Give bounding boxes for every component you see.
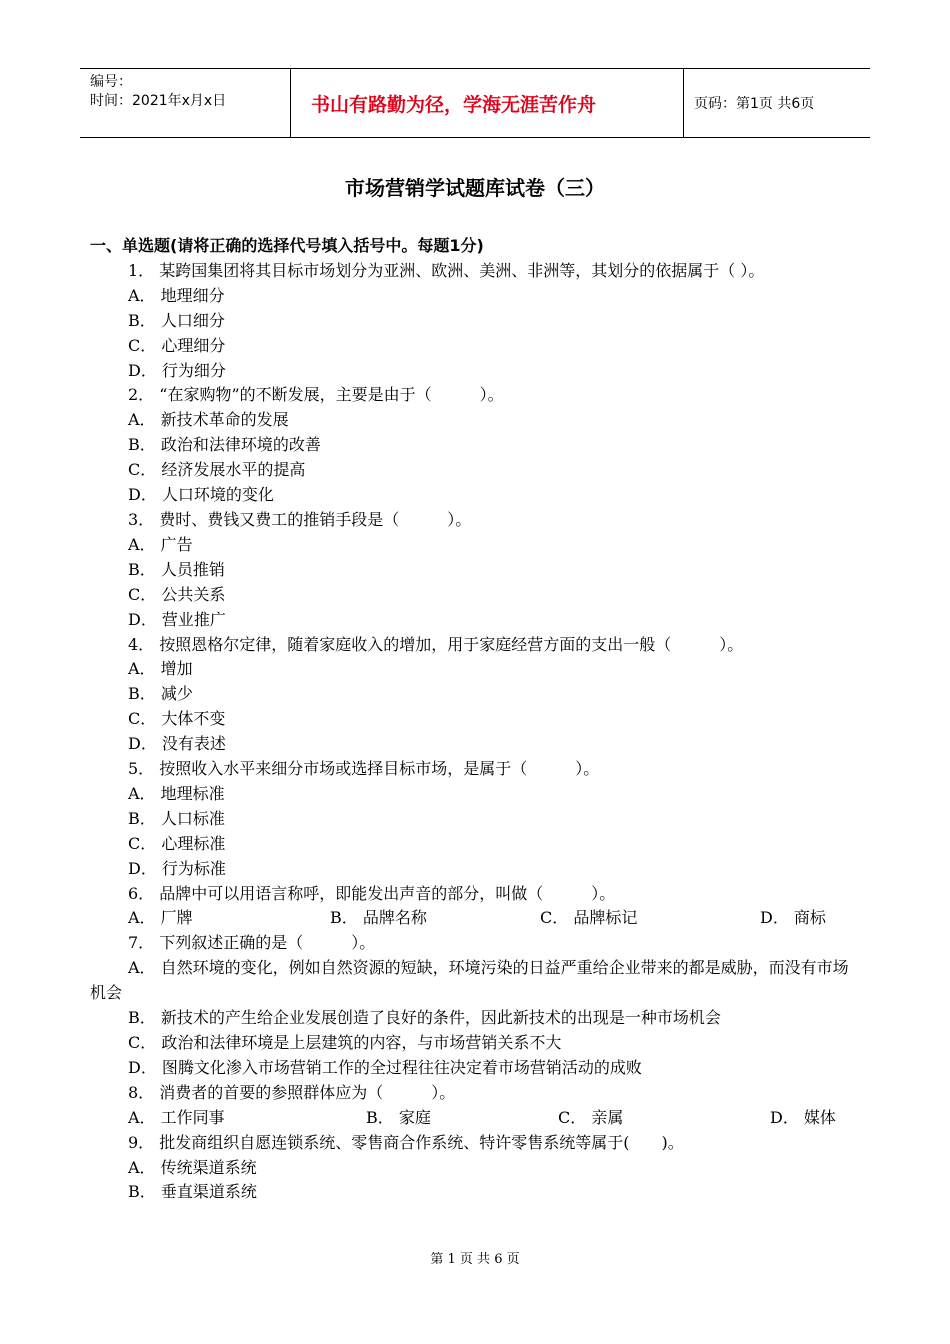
q2-option-d: D． 人口环境的变化 [128, 485, 274, 505]
q3-option-c: C． 公共关系 [128, 584, 226, 604]
q4-option-b: B． 减少 [128, 684, 193, 704]
q2-option-a: A． 新技术革命的发展 [128, 410, 289, 430]
q6-option-d: D． 商标 [760, 908, 826, 928]
q6-option-a: A． 厂牌 [128, 908, 193, 928]
q2-option-c: C． 经济发展水平的提高 [128, 460, 306, 480]
q1-option-a: A． 地理细分 [128, 285, 225, 305]
q5-option-a: A． 地理标准 [128, 783, 225, 803]
header-page-info: 页码：第1页 共6页 [694, 96, 815, 112]
q6-option-c: C． 品牌标记 [540, 908, 638, 928]
q1-option-d: D． 行为细分 [128, 360, 226, 380]
question-7: 7． 下列叙述正确的是（ ）。 [128, 933, 376, 953]
question-3: 3． 费时、费钱又费工的推销手段是（ ）。 [128, 509, 472, 529]
page-header [80, 68, 870, 138]
question-9: 9． 批发商组织自愿连锁系统、零售商合作系统、特许零售系统等属于( )。 [128, 1132, 684, 1152]
question-5: 5． 按照收入水平来细分市场或选择目标市场，是属于（ ）。 [128, 759, 600, 779]
q7-option-b: B． 新技术的产生给企业发展创造了良好的条件，因此新技术的出现是一种市场机会 [128, 1008, 721, 1028]
header-meta [80, 69, 291, 137]
q1-option-c: C． 心理细分 [128, 335, 226, 355]
q5-option-d: D． 行为标准 [128, 858, 226, 878]
question-8: 8． 消费者的首要的参照群体应为（ ）。 [128, 1082, 456, 1102]
document-body [90, 234, 862, 1205]
q9-option-b: B． 垂直渠道系统 [128, 1182, 257, 1202]
q5-option-c: C． 心理标准 [128, 833, 226, 853]
question-1: 1． 某跨国集团将其目标市场划分为亚洲、欧洲、美洲、非洲等，其划分的依据属于（ ）。 [128, 260, 765, 280]
question-2: 2． “在家购物”的不断发展，主要是由于（ ）。 [128, 385, 504, 405]
q3-option-a: A． 广告 [128, 534, 193, 554]
header-motto: 书山有路勤为径，学海无涯苦作舟 [291, 69, 684, 137]
q4-option-a: A． 增加 [128, 659, 193, 679]
q1-option-b: B． 人口细分 [128, 310, 225, 330]
section-title: 一、单选题(请将正确的选择代号填入括号中。每题1分) [90, 236, 484, 255]
q8-option-c: C． 亲属 [558, 1107, 624, 1127]
page-footer: 第 1 页 共 6 页 [430, 1252, 520, 1267]
q3-option-d: D． 营业推广 [128, 609, 226, 629]
q8-option-a: A． 工作同事 [128, 1107, 225, 1127]
q8-option-b: B． 家庭 [366, 1107, 431, 1127]
q9-option-a: A． 传统渠道系统 [128, 1157, 257, 1177]
number-label: 编号： [90, 74, 132, 90]
q3-option-b: B． 人员推销 [128, 559, 225, 579]
q4-option-c: C． 大体不变 [128, 709, 226, 729]
question-6: 6． 品牌中可以用语言称呼，即能发出声音的部分，叫做（ ）。 [128, 883, 616, 903]
q6-options-row [90, 906, 862, 931]
q2-option-b: B． 政治和法律环境的改善 [128, 435, 321, 455]
q8-options-row [90, 1106, 862, 1131]
q7-option-d: D． 图腾文化渗入市场营销工作的全过程往往决定着市场营销活动的成败 [128, 1057, 642, 1077]
question-4: 4． 按照恩格尔定律，随着家庭收入的增加，用于家庭经营方面的支出一般（ ）。 [128, 634, 744, 654]
q7-option-a: A． 自然环境的变化，例如自然资源的短缺，环境污染的日益严重给企业带来的都是威胁，而没有市场机会 [90, 958, 849, 1003]
q8-option-d: D． 媒体 [770, 1107, 836, 1127]
q7-option-c: C． 政治和法律环境是上层建筑的内容，与市场营销关系不大 [128, 1033, 562, 1052]
q4-option-d: D． 没有表述 [128, 734, 226, 754]
document-title: 市场营销学试题库试卷（三） [345, 176, 605, 200]
q5-option-b: B． 人口标准 [128, 808, 225, 828]
q6-option-b: B． 品牌名称 [330, 908, 427, 928]
time-label: 时间：2021年x月x日 [90, 93, 227, 109]
